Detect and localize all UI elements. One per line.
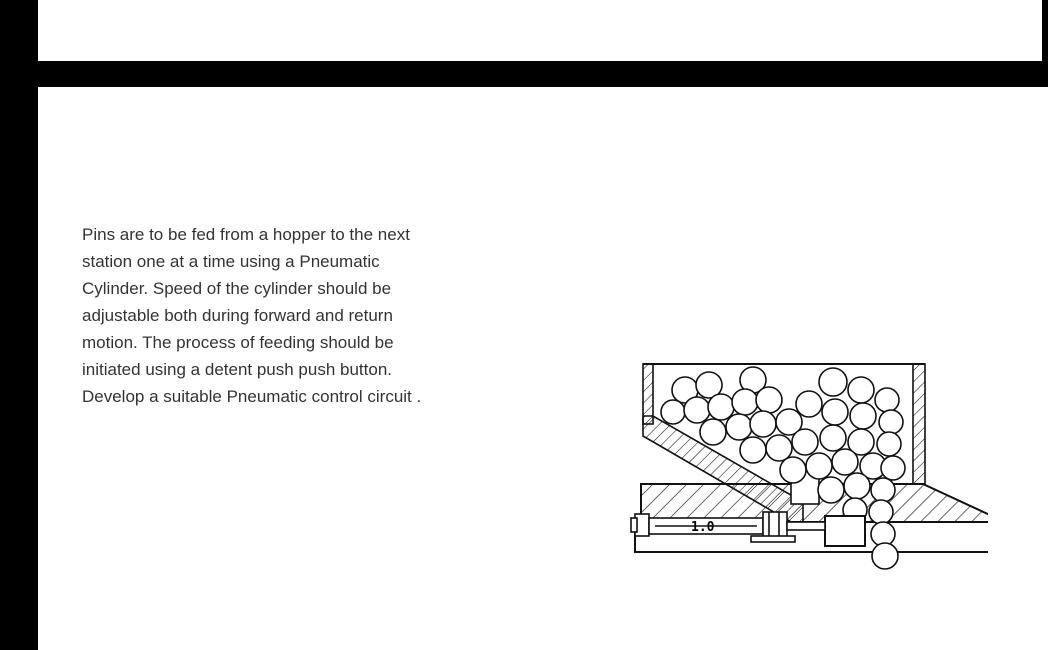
cylinder-label: 1.0 <box>691 520 715 535</box>
top-white-panel <box>38 0 1042 61</box>
hopper-feeder-diagram <box>593 272 988 577</box>
pusher-block <box>825 516 865 546</box>
problem-statement: Pins are to be fed from a hopper to the next station one at a time using a Pneumatic Cylinder. Speed of the cylinder should be adjustable both during forward and return motion. The process of feeding should be initiated using a detent push push button. Develop a suitable Pneumatic control circuit . <box>82 225 422 406</box>
content-panel <box>38 87 1048 650</box>
